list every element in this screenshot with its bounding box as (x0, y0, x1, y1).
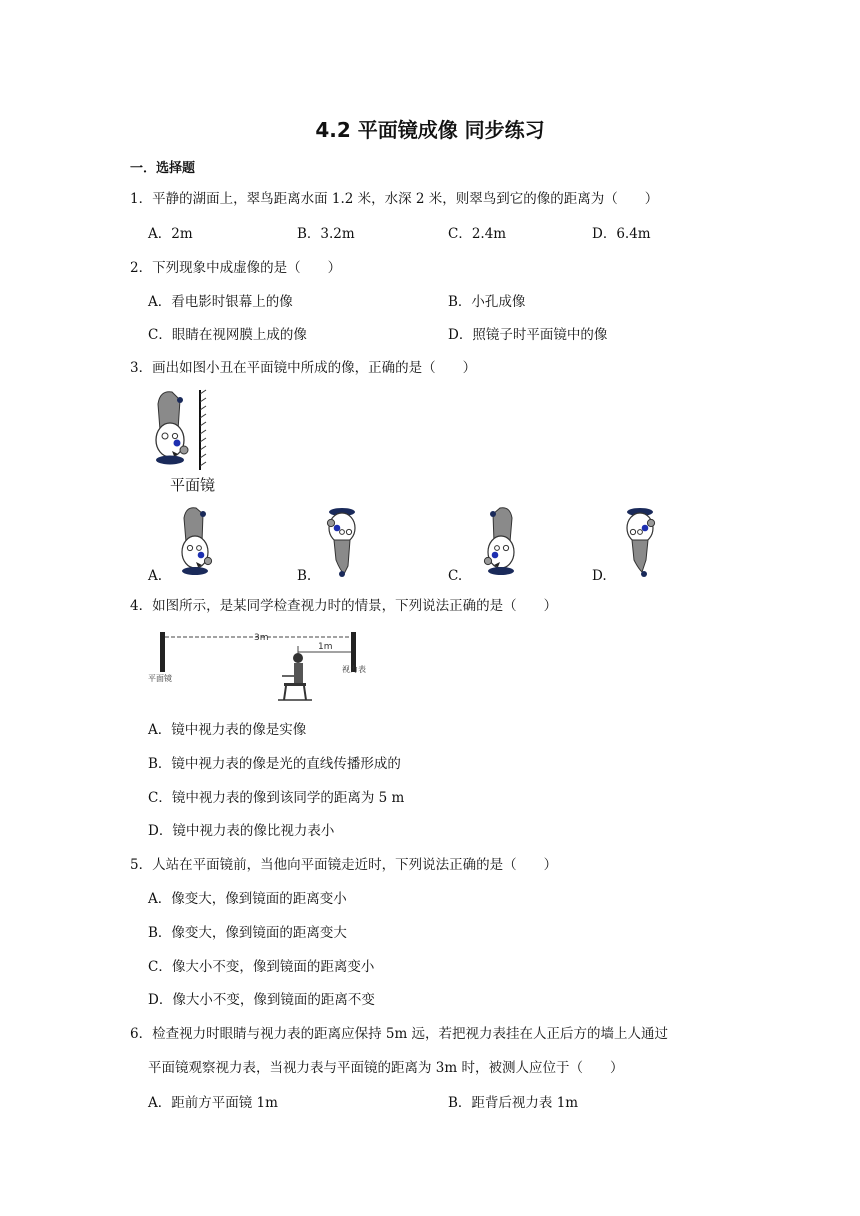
q1-option-c: C．2.4m (448, 226, 507, 242)
q1-option-a: A．2m (148, 226, 193, 242)
clown-option-c-image (474, 504, 524, 582)
mirror-label: 平面镜 (170, 476, 216, 494)
q4-option-b: B．镜中视力表的像是光的直线传播形成的 (148, 756, 401, 772)
chart-label-small: 视力表 (342, 665, 366, 674)
q2-option-b: B．小孔成像 (448, 294, 526, 310)
q1-option-b: B．3.2m (297, 226, 355, 242)
q3-option-a: A. (148, 568, 163, 584)
clown-option-d-image (618, 504, 668, 582)
question-6-line-2: 平面镜观察视力表，当视力表与平面镜的距离为 3m 时，被测人应位于（ ） (148, 1060, 624, 1076)
q3-option-d: D. (592, 568, 607, 584)
q2-option-c: C．眼睛在视网膜上成的像 (148, 327, 307, 343)
question-5: 5．人站在平面镜前，当他向平面镜走近时，下列说法正确的是（ ） (130, 857, 558, 873)
mirror-label-small: 平面镜 (148, 674, 172, 683)
q3-option-b: B. (297, 568, 312, 584)
q5-option-c: C．像大小不变，像到镜面的距离变小 (148, 959, 375, 975)
clown-option-b-image (322, 504, 372, 582)
q2-option-d: D．照镜子时平面镜中的像 (448, 327, 608, 343)
question-2: 2．下列现象中成虚像的是（ ） (130, 260, 342, 276)
q4-option-c: C．镜中视力表的像到该同学的距离为 5 m (148, 790, 405, 806)
q3-option-c: C. (448, 568, 463, 584)
q6-option-b: B．距背后视力表 1m (448, 1095, 579, 1111)
eye-test-figure (146, 628, 386, 706)
q4-option-a: A．镜中视力表的像是实像 (148, 722, 307, 738)
section-heading: 一．选择题 (130, 161, 196, 176)
q6-option-a: A．距前方平面镜 1m (148, 1095, 278, 1111)
question-1: 1．平静的湖面上，翠鸟距离水面 1.2 米，水深 2 米，则翠鸟到它的像的距离为（ ） (130, 191, 659, 207)
question-6-line-1: 6．检查视力时眼睛与视力表的距离应保持 5m 远，若把视力表挂在人正后方的墙上人通过 (130, 1026, 669, 1042)
clown-option-a-image (176, 504, 226, 582)
q5-option-b: B．像变大，像到镜面的距离变大 (148, 925, 347, 941)
q5-option-a: A．像变大，像到镜面的距离变小 (148, 891, 347, 907)
q4-option-d: D．镜中视力表的像比视力表小 (148, 823, 335, 839)
page-title: 4.2 平面镜成像 同步练习 (315, 118, 545, 142)
q1-option-d: D．6.4m (592, 226, 651, 242)
question-3: 3．画出如图小丑在平面镜中所成的像，正确的是（ ） (130, 360, 477, 376)
distance-3m-label: 3m (254, 633, 269, 643)
distance-1m-label: 1m (318, 642, 333, 652)
q5-option-d: D．像大小不变，像到镜面的距离不变 (148, 992, 375, 1008)
q2-option-a: A．看电影时银幕上的像 (148, 294, 293, 310)
question-4: 4．如图所示，是某同学检查视力时的情景，下列说法正确的是（ ） (130, 598, 558, 614)
clown-mirror-figure (150, 388, 230, 498)
